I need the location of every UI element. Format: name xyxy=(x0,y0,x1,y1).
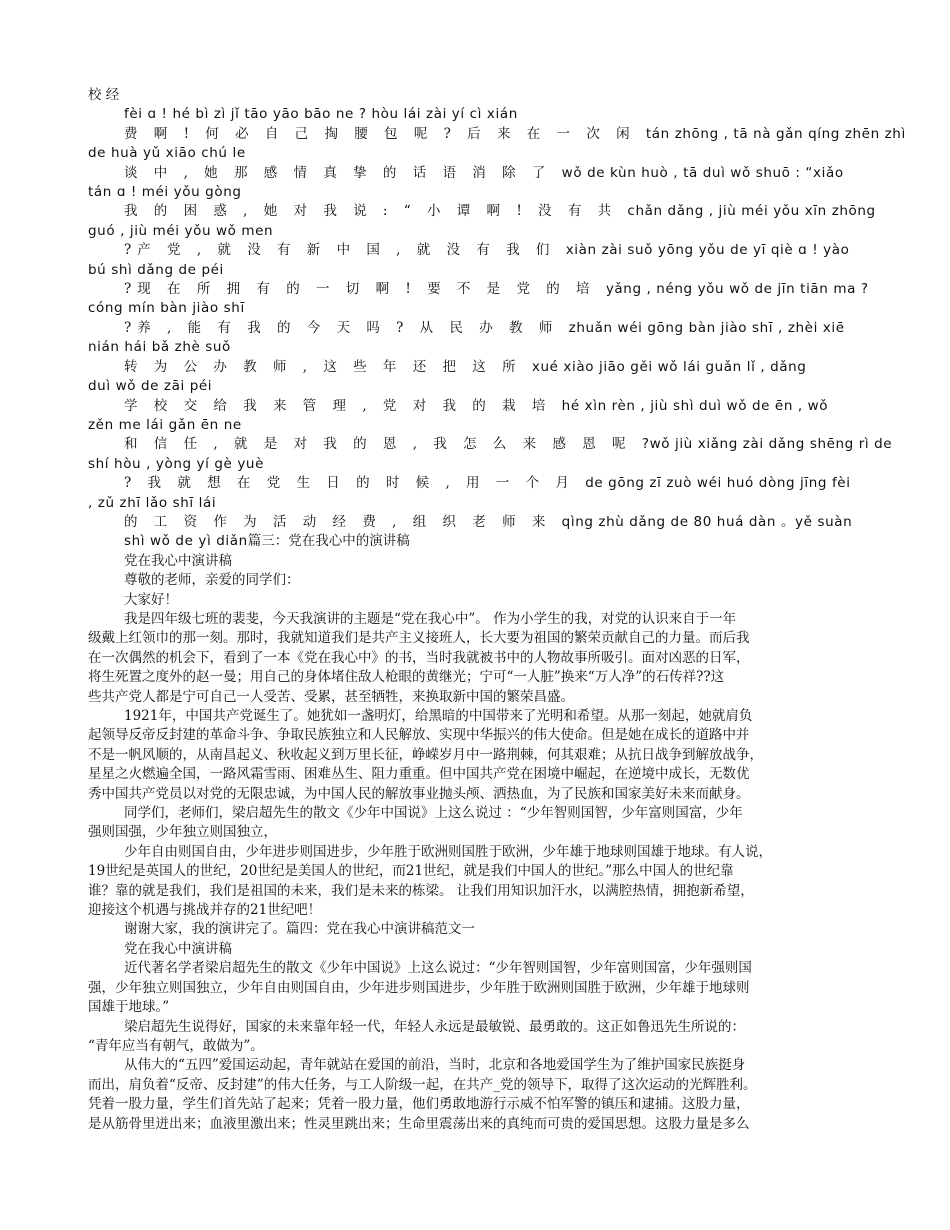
pinyin-text: zhuǎn wéi gōng bàn jiào shī , zhèi xiē xyxy=(568,319,845,336)
pinyin-section xyxy=(88,105,906,532)
transition-heading: 篇三：党在我心中的演讲稿 xyxy=(247,533,410,550)
pinyin-text: tán ɑ ! méi yǒu gòng xyxy=(88,184,242,201)
pinyin-text: fèi ɑ ! hé bì zì jǐ tāo yāo bāo ne ? hòu lái zài yí cì xián xyxy=(124,106,518,123)
paragraph-line: 谁？靠的就是我们，我们是祖国的未来，我们是未来的栋梁。 让我们用知识加汗水，以满腔热情，拥抱新希望， xyxy=(88,882,754,899)
pinyin-row xyxy=(88,202,876,221)
paragraph-line: 强，少年独立则国独立，少年自由则国自由，少年进步则国进步，少年胜于欧洲则国胜于欧洲，少年雄于地球则 xyxy=(88,979,750,996)
hanzi-text: ?现 在 所 拥 有 的 一 切 啊 ! 要 不 是 党 的 培 xyxy=(124,281,606,298)
pinyin-row xyxy=(88,416,868,435)
pinyin-row xyxy=(88,280,868,299)
pinyin-row xyxy=(88,105,868,124)
paragraph-line: 星星之火燃遍全国，一路风霜雪雨、困难丛生、阻力重重。但中国共产党在困境中崛起，在逆境中成长，无数优 xyxy=(88,766,750,783)
pinyin-row xyxy=(88,241,868,260)
header-title: 校 经 xyxy=(88,87,120,103)
pinyin-row xyxy=(88,125,906,144)
paragraph-line: 近代著名学者梁启超先生的散文《少年中国说》上这么说过：“少年智则国智，少年富则国富，少年强则国 xyxy=(124,960,752,977)
paragraph-line: 将生死置之度外的赵一曼；用自己的身体堵住敌人枪眼的黄继光；宁可“一人脏”换来“万人净”的石传祥??这 xyxy=(88,669,725,686)
hanzi-text: 谈 中 , 她 那 感 情 真 挚 的 话 语 消 除 了 xyxy=(124,164,562,181)
paragraph-line: 强则国强，少年独立则国独立， xyxy=(88,824,277,841)
paragraph-line: 梁启超先生说得好，国家的未来靠年轻一代，年轻人永远是最敏锐、最勇敢的。这正如鲁迅先生所说的： xyxy=(124,1018,745,1035)
speech3-body xyxy=(88,610,868,921)
paragraph-line: 国雄于地球。” xyxy=(88,999,170,1016)
paragraph-line: “青年应当有朝气，敢做为”。 xyxy=(88,1037,264,1054)
paragraph-line: 1921年，中国共产党诞生了。她犹如一盏明灯，给黑暗的中国带来了光明和希望。从那一刻起，她就肩负 xyxy=(124,708,753,724)
hanzi-text: ?产 党 , 就 没 有 新 中 国 , 就 没 有 我 们 xyxy=(124,242,566,259)
pinyin-row xyxy=(88,474,868,493)
pinyin-row xyxy=(88,358,868,377)
pinyin-text: qìng zhù dǎng de 80 huá dàn 。yě suàn xyxy=(561,513,853,530)
speech4-title: 党在我心中演讲稿 xyxy=(124,940,232,957)
paragraph-line: 少年自由则国自由，少年进步则国进步，少年胜于欧洲则国胜于欧洲，少年雄于地球则国雄于地球。有人说， xyxy=(124,843,772,860)
paragraph-line: 些共产党人都是宁可自己一人受苦、受累，甚至牺牲，来换取新中国的繁荣昌盛。 xyxy=(88,688,574,705)
pinyin-text: , zǔ zhī lǎo shī lái xyxy=(88,494,217,511)
hanzi-text: 转 为 公 办 教 师 , 这 些 年 还 把 这 所 xyxy=(124,358,532,375)
paragraph-line: 秀中国共产党员以对党的无限忠诚，为中国人民的解放事业抛头颅、洒热血，为了民族和国家美好未来而献身。 xyxy=(88,785,750,802)
pinyin-text: cóng mín bàn jiào shī xyxy=(88,300,245,317)
pinyin-row xyxy=(88,397,868,416)
pinyin-text: chǎn dǎng , jiù méi yǒu xīn zhōng xyxy=(627,203,876,220)
pinyin-row xyxy=(88,494,868,513)
hanzi-text: 学 校 交 给 我 来 管 理 , 党 对 我 的 栽 培 xyxy=(124,397,562,414)
hanzi-text: ?养 , 能 有 我 的 今 天 吗 ? 从 民 办 教 师 xyxy=(124,319,569,336)
paragraph-line: 从伟大的“五四”爱国运动起，青年就站在爱国的前沿，当时，北京和各地爱国学生为了维护国家民族挺身 xyxy=(124,1057,746,1074)
pinyin-text: de gōng zī zuò wéi huó dòng jīng fèi xyxy=(585,475,851,492)
speech3-greeting: 尊敬的老师，亲爱的同学们： xyxy=(124,572,300,589)
paragraph-line: 起领导反帝反封建的革命斗争、争取民族独立和人民解放、实现中华振兴的伟大使命。但是她在成长的道路中并 xyxy=(88,727,750,744)
pinyin-row xyxy=(88,319,868,338)
pinyin-text: xué xiào jiāo gěi wǒ lái guǎn lǐ , dǎng xyxy=(531,358,807,375)
pinyin-row xyxy=(88,377,868,396)
hanzi-text: 我 的 困 惑 , 她 对 我 说 : “ 小 谭 啊 ! 没 有 共 xyxy=(124,203,628,220)
pinyin-text: xiàn zài suǒ yōng yǒu de yī qiè ɑ ! yào xyxy=(565,242,850,259)
pinyin-text: zěn me lái gǎn ēn ne xyxy=(88,416,242,433)
pinyin-row xyxy=(88,261,868,280)
paragraph-line: 级戴上红领巾的那一刻。那时，我就知道我们是共产主义接班人，长大要为祖国的繁荣贡献自己的力量。而后我 xyxy=(88,630,750,647)
pinyin-row xyxy=(88,435,893,454)
speech3-hello: 大家好！ xyxy=(124,591,178,608)
pinyin-text: tán zhōng , tā nà gǎn qíng zhēn zhì xyxy=(645,125,906,142)
pinyin-text: nián hái bǎ zhè suǒ xyxy=(88,339,231,356)
pinyin-row xyxy=(88,183,868,202)
pinyin-row xyxy=(88,164,868,183)
paragraph-line: 不是一帆风顺的，从南昌起义、秋收起义到万里长征，峥嵘岁月中一路荆棘，何其艰难；从抗日战争到解放战争， xyxy=(88,746,763,763)
hanzi-text: ? 我 就 想 在 党 生 日 的 时 候 , 用 一 个 月 xyxy=(124,475,586,492)
hanzi-text: 费 啊 ! 何 必 自 己 掏 腰 包 呢 ? 后 来 在 一 次 闲 xyxy=(124,125,646,142)
pinyin-row xyxy=(88,455,868,474)
pinyin-text: shí hòu , yòng yí gè yuè xyxy=(88,455,264,472)
pinyin-text: ?wǒ jiù xiǎng zài dǎng shēng rì de xyxy=(641,436,893,453)
speech3-title: 党在我心中演讲稿 xyxy=(124,552,232,569)
transition-pinyin: shì wǒ de yì diǎn xyxy=(124,533,248,550)
pinyin-row xyxy=(88,338,868,357)
pinyin-row xyxy=(88,222,868,241)
paragraph-line: 19世纪是英国人的世纪，20世纪是美国人的世纪，而21世纪，就是我们中国人的世纪。”那么中国人的世纪靠 xyxy=(88,863,734,880)
pinyin-text: bú shì dǎng de péi xyxy=(88,261,224,278)
speech4-body xyxy=(88,959,868,1134)
hanzi-text: 的 工 资 作 为 活 动 经 费 , 组 织 老 师 来 xyxy=(124,513,562,530)
document-page xyxy=(88,86,906,1134)
hanzi-text: 和 信 任 , 就 是 对 我 的 恩 , 我 怎 么 来 感 恩 呢 xyxy=(124,436,642,453)
transition-line xyxy=(88,532,868,551)
paragraph-line: 而出，肩负着“反帝、反封建”的伟大任务，与工人阶级一起，在共产_党的领导下，取得了这次运动的光辉胜利。 xyxy=(88,1076,757,1093)
pinyin-row xyxy=(88,299,868,318)
pinyin-row xyxy=(88,144,868,163)
pinyin-text: duì wǒ de zāi péi xyxy=(88,378,213,395)
pinyin-text: yǎng , néng yǒu wǒ de jīn tiān ma ? xyxy=(605,281,869,298)
pinyin-row xyxy=(88,513,868,532)
paragraph-line: 是从筋骨里迸出来；血液里激出来；性灵里跳出来；生命里震荡出来的真纯而可贵的爱国思想。这股力量是多么 xyxy=(88,1115,750,1132)
pinyin-text: wǒ de kùn huò , tā duì wǒ shuō : “xiǎo xyxy=(561,164,844,181)
pinyin-text: guó , jiù méi yǒu wǒ men xyxy=(88,222,274,239)
paragraph-line: 在一次偶然的机会下，看到了一本《党在我心中》的书，当时我就被书中的人物故事所吸引。面对凶恶的日军， xyxy=(88,649,750,666)
paragraph-line: 我是四年级七班的裴斐，今天我演讲的主题是“党在我心中”。 作为小学生的我，对党的认识来自于一年 xyxy=(124,610,737,627)
paragraph-line: 迎接这个机遇与挑战并存的21世纪吧！ xyxy=(88,902,322,919)
paragraph-line: 同学们，老师们，梁启超先生的散文《少年中国说》上这么说过 ：“少年智则国智，少年富则国富，少年 xyxy=(124,805,743,822)
paragraph-line: 凭着一股力量，学生们首先站了起来；凭着一股力量，他们勇敢地游行示威不怕军警的镇压和逮捕。这股力量， xyxy=(88,1096,750,1113)
speech3-end: 谢谢大家，我的演讲完了。篇四：党在我心中演讲稿范文一 xyxy=(124,921,475,938)
pinyin-text: de huà yǔ xiāo chú le xyxy=(88,145,246,162)
pinyin-text: hé xìn rèn , jiù shì duì wǒ de ēn , wǒ xyxy=(561,397,829,414)
